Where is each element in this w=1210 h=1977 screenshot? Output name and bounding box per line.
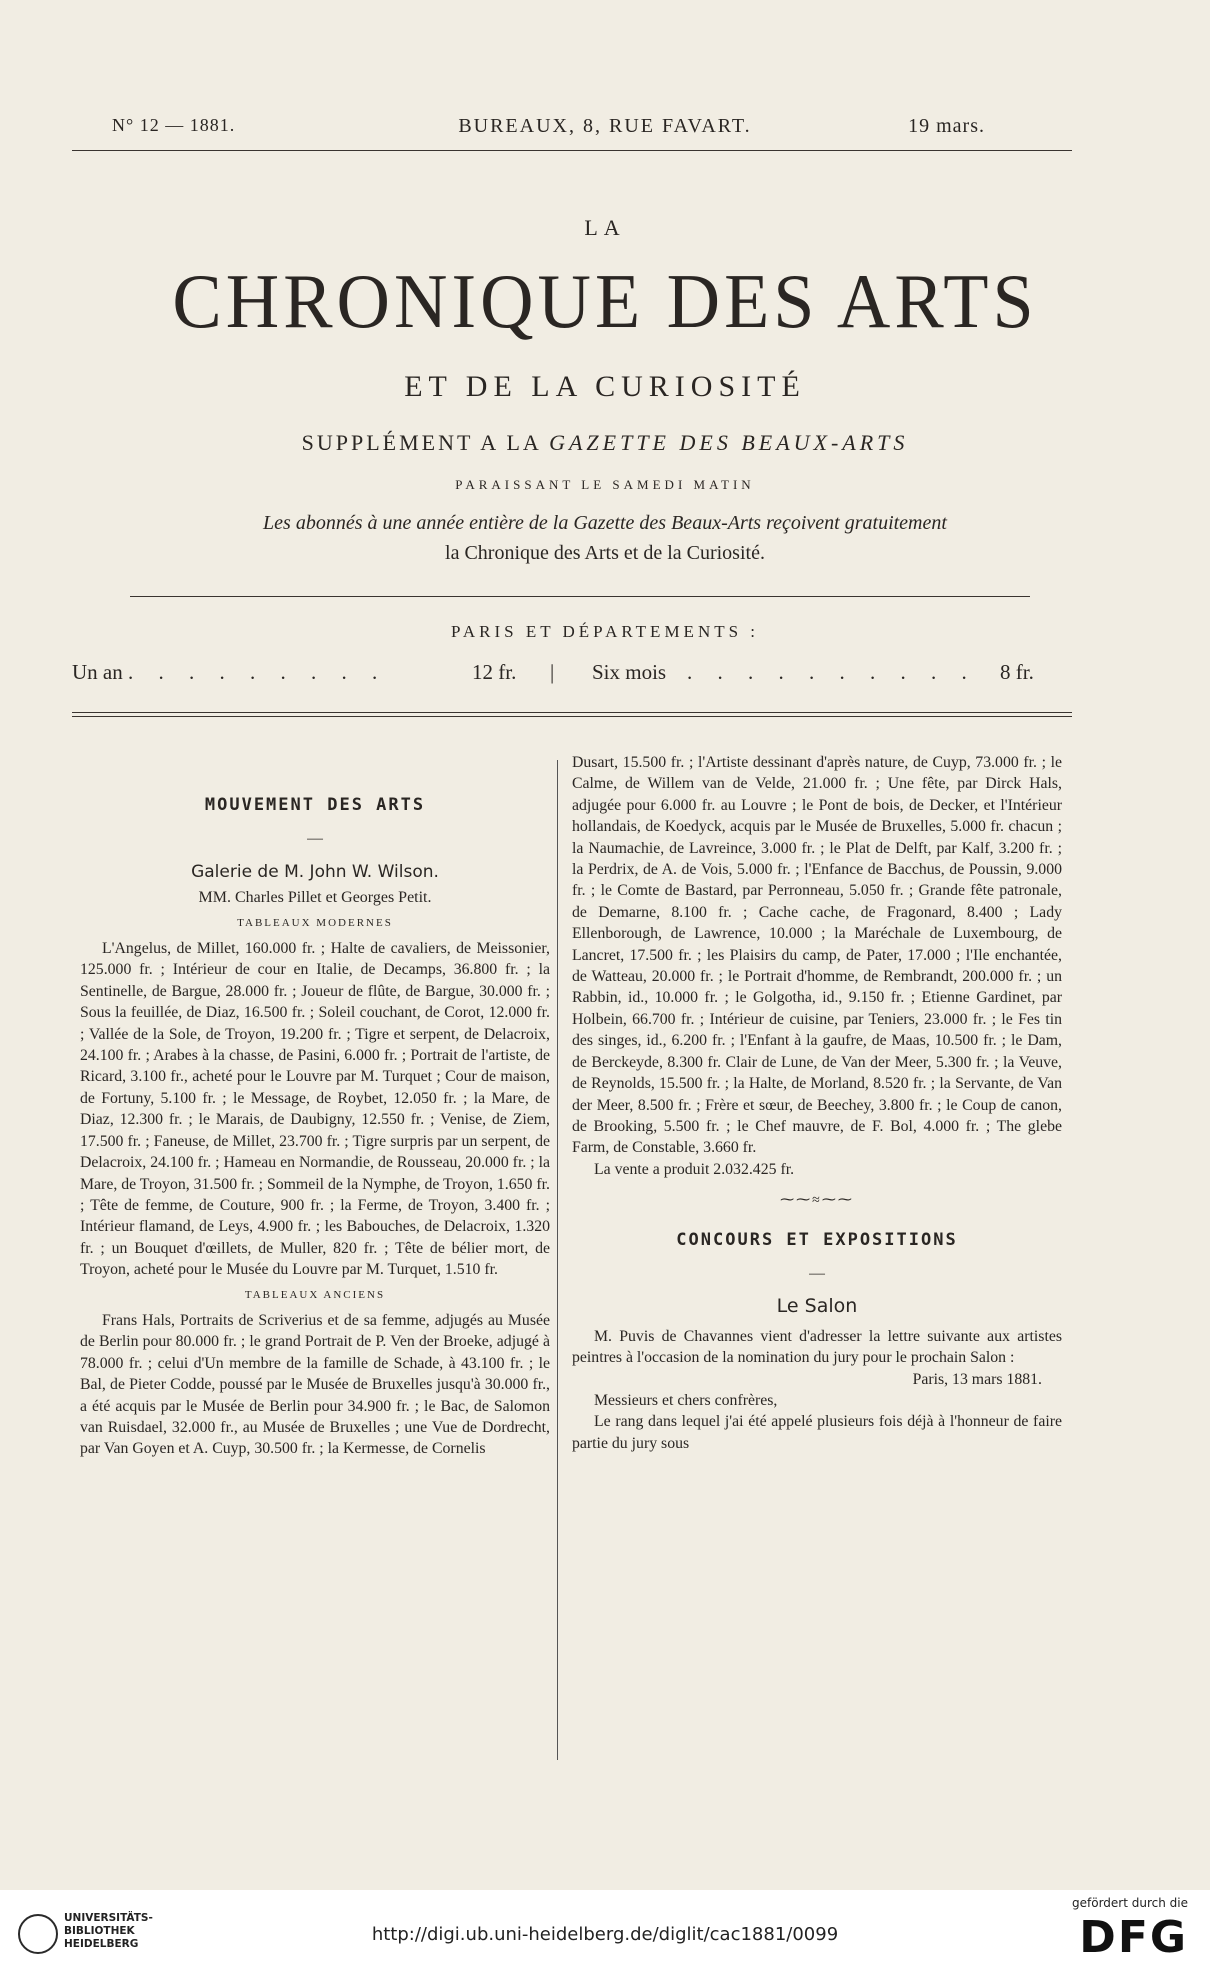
right-column <box>572 752 1062 1454</box>
salon-intro: M. Puvis de Chavannes vient d'adresser la lettre suivante aux artistes peintres à l'occasion de la nomination du jury pour le prochain Salon : <box>572 1327 1062 1367</box>
six-months-price: 8 fr. <box>1000 660 1034 684</box>
leader-dots-1: . . . . . . . . . <box>128 660 388 684</box>
price-separator: | <box>550 660 555 684</box>
modern-paintings-text: L'Angelus, de Millet, 160.000 fr. ; Halte de cavaliers, de Meissonier, 125.000 fr. ; Intérieur de cour en Italie, de Decamps, 36.800 fr. ; la Sentinelle, de Bargue, 28.000 fr. ; Joueur de flûte, de Bargue, 30.000 fr. ; Sous la feuillée, de Diaz, 16.500 fr. ; Soleil couchant, de Corot, 12.000 fr. ; Vallée de la Sole, de Troyon, 19.200 fr. ; Tigre et serpent, de Delacroix, 24.100 fr. ; Arabes à la chasse, de Pasini, 6.000 fr. ; Portrait de l'artiste, de Ricard, 3.100 fr., acheté pour le Louvre par M. Turquet ; Cour de maison, de Fortuny, 5.100 fr. ; le Message, de Roybet, 12.050 fr. ; la Mare, de Diaz, 12.300 fr. ; le Marais, de Daubigny, 12.550 fr. ; Venise, de Ziem, 17.500 fr. ; Faneuse, de Millet, 23.700 fr. ; Tigre surpris par un serpent, de Delacroix, 24.100 fr. ; Hameau en Normandie, de Rousseau, 20.000 fr. ; la Mare, de Troyon, 31.500 fr. ; Sommeil de la Nymphe, de Troyon, 1.650 fr. ; Tête de femme, de Couture, 900 fr. ; la Ferme, de Troyon, 3.400 fr. ; Intérieur flamand, de Leys, 4.900 fr. ; les Babouches, de Delacroix, 1.320 fr. ; un Bouquet d'œillets, de Muller, 820 fr. ; Tête de bélier mort, de Troyon, acheté pour le Musée du Louvre par M. Turquet, 1.510 fr. <box>80 940 550 1279</box>
salon-title: Le Salon <box>776 1295 858 1318</box>
sponsor-label: gefördert durch die <box>1072 1896 1188 1910</box>
source-url[interactable]: http://digi.ub.uni-heidelberg.de/diglit/cac1881/0099 <box>371 1924 839 1945</box>
section-dash-2: — <box>809 1264 825 1282</box>
subscription-rule-2 <box>72 716 1072 717</box>
letter-salutation: Messieurs et chers confrères, <box>594 1391 778 1409</box>
one-year-label: Un an <box>72 660 123 684</box>
section-title-concours: CONCOURS ET EXPOSITIONS <box>676 1229 958 1250</box>
six-months-label: Six mois <box>592 660 667 684</box>
leader-dots-2: . . . . . . . . . . <box>687 660 977 684</box>
column-divider <box>557 760 558 1760</box>
letter-date: Paris, 13 mars 1881. <box>912 1370 1042 1388</box>
sale-result: La vente a produit 2.032.425 fr. <box>594 1160 795 1178</box>
modern-paintings-heading: TABLEAUX MODERNES <box>237 916 393 929</box>
masthead-article: LA <box>584 215 626 240</box>
continued-sales-text: Dusart, 15.500 fr. ; l'Artiste dessinant d'après nature, de Cuyp, 73.000 fr. ; le Calme, de Willem van de Velde, 21.000 fr. ; Une fête, par Dirck Hals, adjugée pour 6.000 fr. au Louvre ; le Pont de bois, de Decker, et l'Intérieur hollandais, de Koedyck, acquis par le Musée de Bruxelles, 5.000 fr. chacun ; la Naumachie, de Lavreince, 3.000 fr. ; le Plat de Delft, par Kalf, 3.200 fr. ; la Perdrix, de A. de Vois, 5.000 fr. ; l'Enfance de Bacchus, de Poussin, 9.000 fr. ; le Comte de Bastard, par Perronneau, 5.050 fr. ; Grande fête patronale, de Demarne, 8.100 fr. ; Cache cache, de Fragonard, 8.400 ; Lady Ellenborough, de Lawrence, 10.000 ; la Maréchale de Luxembourg, de Lancret, 17.500 fr. ; les Plaisirs du camp, de Pater, 17.000 ; l'Ile enchantée, de Watteau, 20.000 fr. ; le Portrait d'homme, de Rembrandt, 200.000 fr. ; un Rabbin, id., 10.000 fr. ; le Golgotha, id., 9.150 fr. ; Etienne Gardinet, par Holbein, 66.700 fr. ; Intérieur de cuisine, par Teniers, 23.000 fr. ; le Fes tin des singes, id., 6.200 fr. ; l'Enfant à la gaufre, de Maas, 10.500 fr. ; le Dam, de Berckeyde, 8.300 fr. Clair de Lune, de Van der Meer, 5.300 fr. ; la Veuve, de Reynolds, 15.500 fr. ; la Halte, de Morland, 8.520 fr. ; la Servante, de Van der Meer, 8.500 fr. ; Frère et sœur, de Beechey, 3.800 fr. ; le Coup de canon, de Brooking, 5.500 fr. ; le Chef mauvre, de F. Bol, 4.000 fr. ; The glebe Farm, de Constable, 3.660 fr. <box>572 754 1062 1157</box>
supplement-line <box>0 430 1210 456</box>
dfg-logo: DFG <box>1079 1912 1188 1963</box>
one-year-price: 12 fr. <box>472 660 517 684</box>
letter-start: Le rang dans lequel j'ai été appelé plusieurs fois déjà à l'honneur de faire partie du jury sous <box>572 1413 1062 1452</box>
subscriber-note-line1: Les abonnés à une année entière de la Gazette des Beaux-Arts reçoivent gratuitement <box>263 512 947 534</box>
masthead-subtitle: ET DE LA CURIOSITÉ <box>404 370 806 403</box>
flourish-ornament: ⁓⁓≈⁓⁓ <box>780 1193 854 1209</box>
auctioneers: MM. Charles Pillet et Georges Petit. <box>198 889 432 907</box>
supplement-prefix: SUPPLÉMENT A LA <box>301 430 541 455</box>
masthead-title: CHRONIQUE DES ARTS <box>172 258 1038 346</box>
publication-frequency: PARAISSANT LE SAMEDI MATIN <box>455 477 755 492</box>
ancient-paintings-heading: TABLEAUX ANCIENS <box>244 1288 386 1301</box>
issue-number: N° 12 — 1881. <box>112 115 236 135</box>
section-dash: — <box>307 830 323 848</box>
subscription-heading: PARIS ET DÉPARTEMENTS : <box>450 622 760 641</box>
ancient-paintings-text: Frans Hals, Portraits de Scriverius et de sa femme, adjugés au Musée de Berlin pour 80.000 fr. ; le grand Portrait de P. Ven der Broeke, adjugé à 78.000 fr. ; celui d'Un membre de la famille de Schade, à 43.100 fr. ; le Bal, de Pieter Codde, poussé par le Musée de Bruxelles jusqu'à 30.000 fr., a été acquis par le Musée de Berlin pour 34.900 fr. ; le Bac, de Salomon van Ruisdael, 32.000 fr., au Musée de Bruxelles ; une Vue de Dordrecht, par Van Goyen et A. Cuyp, 30.500 fr. ; la Kermesse, de Cornelis <box>80 1311 550 1458</box>
gazette-name: GAZETTE DES BEAUX-ARTS <box>549 430 909 455</box>
left-column <box>80 795 550 1460</box>
subscriber-note-line2: la Chronique des Arts et de la Curiosité. <box>445 542 765 564</box>
subscription-prices <box>72 660 1072 685</box>
footer-bar <box>0 1890 1210 1977</box>
gallery-heading: Galerie de M. John W. Wilson. <box>191 861 439 882</box>
subscription-rule <box>72 712 1072 713</box>
library-name: UNIVERSITÄTS- BIBLIOTHEK HEIDELBERG <box>64 1912 153 1950</box>
masthead-rule <box>130 596 1030 597</box>
header-rule <box>72 150 1072 151</box>
issue-date: 19 mars. <box>908 115 985 137</box>
office-address: BUREAUX, 8, RUE FAVART. <box>458 115 752 137</box>
section-title-mouvement: MOUVEMENT DES ARTS <box>204 795 426 815</box>
